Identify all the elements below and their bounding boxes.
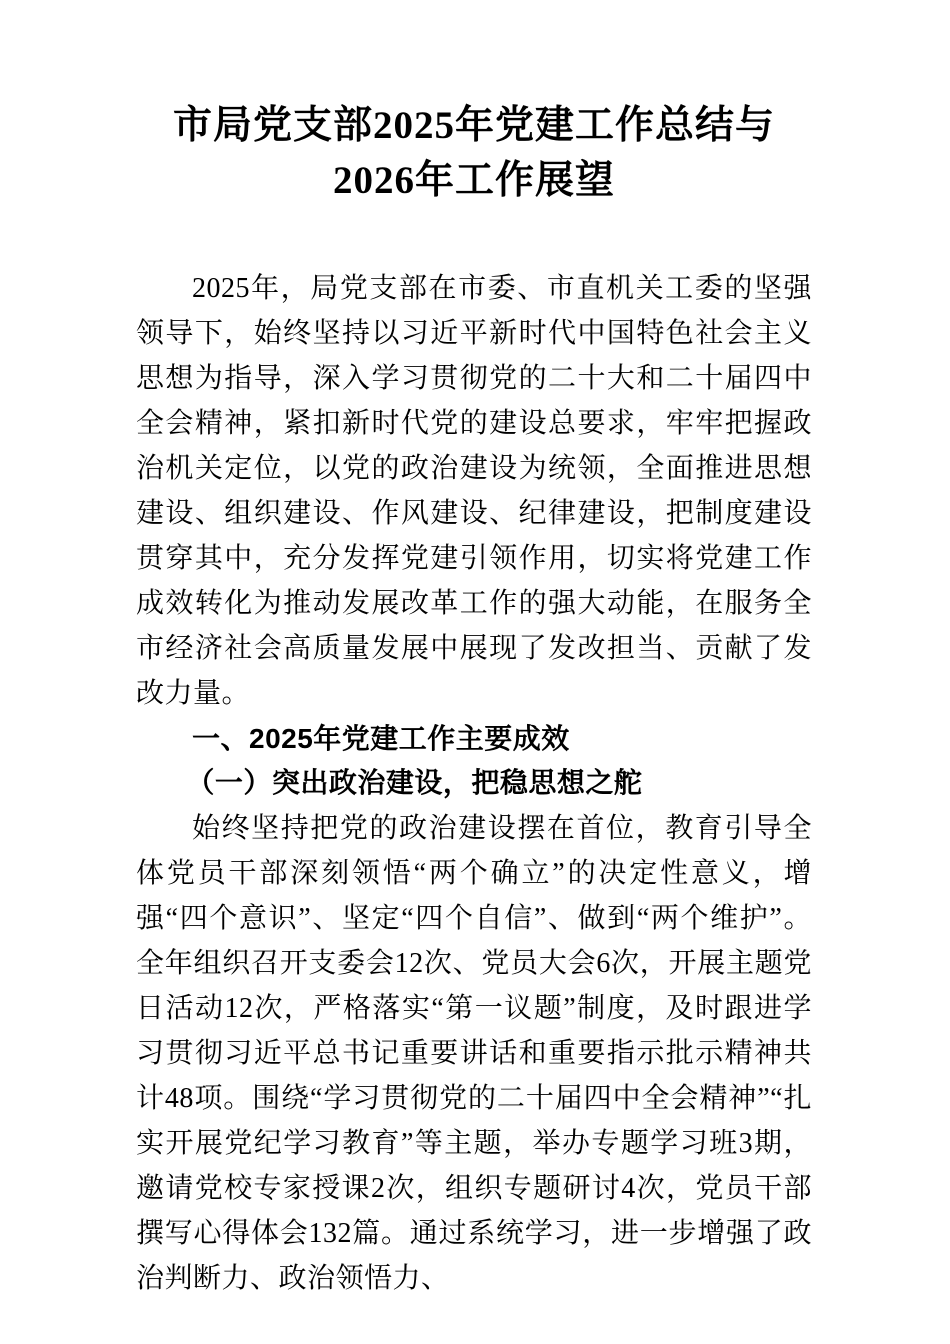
document-title: 市局党支部2025年党建工作总结与2026年工作展望 (172, 104, 775, 202)
subsection-1-paragraph: 始终坚持把党的政治建设摆在首位，教育引导全体党员干部深刻领悟“两个确立”的决定性意义，增强“四个意识”、坚定“四个自信”、做到“两个维护”。全年组织召开支委会12次、党员大会6次，开展主题党日活动12次，严格落实“第一议题”制度，及时跟进学习贯彻习近平总书记重要讲话和重要指示批示精神共计48项。围绕“学习贯彻党的二十届四中全会精神”“扎实开展党纪学习教育”等主题，举办专题学习班3期，邀请党校专家授课2次，组织专题研讨4次，党员干部撰写心得体会132篇。通过系统学习，进一步增强了政治判断力、政治领悟力、 (136, 813, 812, 1294)
subsection-1-heading: （一）突出政治建设，把稳思想之舵 (186, 768, 643, 799)
section-1-heading: 一、2025年党建工作主要成效 (192, 723, 570, 754)
intro-paragraph: 2025年，局党支部在市委、市直机关工委的坚强领导下，始终坚持以习近平新时代中国特色社会主义思想为指导，深入学习贯彻党的二十大和二十届四中全会精神，紧扣新时代党的建设总要求，牢牢把握政治机关定位，以党的政治建设为统领，全面推进思想建设、组织建设、作风建设、纪律建设，把制度建设贯穿其中，充分发挥党建引领作用，切实将党建工作成效转化为推动发展改革工作的强大动能，在服务全市经济社会高质量发展中展现了发改担当、贡献了发改力量。 (136, 273, 812, 709)
